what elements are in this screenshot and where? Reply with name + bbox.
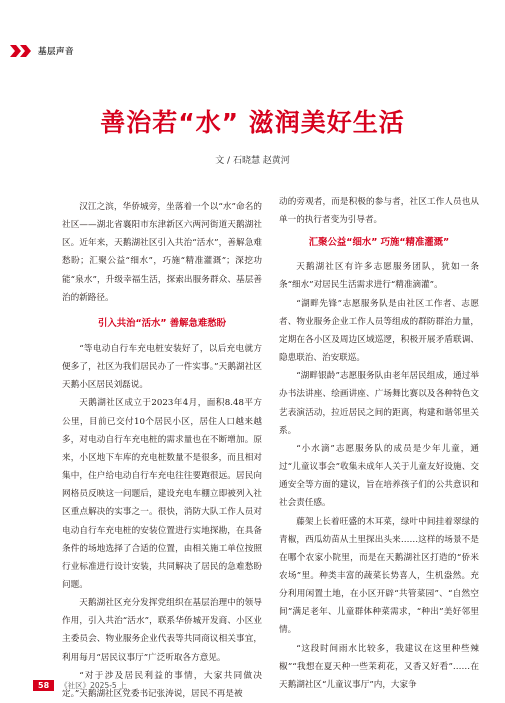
page-number: 58 [33,680,54,691]
right-paragraph: “这段时间雨水比较多，我建议在这里种些辣椒”“我想在夏天种一些茉莉花，又香又好看”……在天鹅湖社区“儿童议事厅”内，大家争 [279,643,479,690]
left-paragraph: 汉江之滨，华侨城旁，坐落着一个以“水”命名的社区——湖北省襄阳市东津新区六两河街道天鹅湖社区。近年来，天鹅湖社区引入共治“活水”，善解急难愁盼；汇聚公益“细水”，巧施“精准灌溉”；深挖功能“泉水”，升级幸福生活，探索出服务群众、基层善治的新路径。 [62,202,262,303]
left-paragraph: “对于涉及居民利益的事情，大家共同做决定。”天鹅湖社区党委书记张涛说，居民不再是被 [62,670,262,699]
section-label: 基层声音 [38,47,75,57]
right-paragraph: “小水滴”志愿服务队的成员是少年儿童，通过“儿童议事会”收集未成年人关于儿童友好设施、交通安全等方面的建议，旨在培养孩子们的公共意识和社会责任感。 [279,443,479,509]
right-paragraph: 藤架上长着旺盛的木耳菜，绿叶中间挂着翠绿的青椒，西瓜幼苗从土里探出头来……这样的场景不是在哪个农家小院里，而是在天鹅湖社区打造的“侨米农场”里。种类丰富的蔬菜长势喜人，生机盎然。充分利用闲置土地，在小区开辟“共管菜园”、“自然空间”满足老年、儿童群体种菜需求，“种出”美好邻里情。 [279,516,479,636]
section-header [10,45,74,57]
magazine-issue: 《社区》2025-5 上 [60,681,127,690]
right-paragraph: 天鹅湖社区有许多志愿服务团队，犹如一条条“细水”对居民生活需求进行“精准滴灌”。 [279,262,479,291]
left-column [62,198,262,703]
right-paragraph: “湖畔银龄”志愿服务队由老年居民组成，通过举办书法讲座、绘画讲座、广场舞比赛以及各种特色文艺表演活动，拉近居民之间的距离，构建和谐邻里关系。 [279,371,479,436]
left-paragraph: “等电动自行车充电桩安装好了，以后充电就方便多了，社区为我们居民办了一件实事。”天鹅湖社区天鹅小区居民刘磊说。 [62,343,262,391]
article-byline: 文 / 石晓慧 赵黄河 [215,156,290,166]
right-subheading: 汇聚公益“细水” 巧施“精准灌溉” [308,237,450,249]
left-paragraph: 天鹅湖社区充分发挥党组织在基层治理中的领导作用，引入共治“活水”，联系华侨城开发商、小区业主委员会、物业服务企业代表等共同商议相关事宜，利用每月“居民议事厅”广泛听取各方意见。 [62,598,262,663]
right-column [279,193,479,694]
double-chevron-icon [10,45,32,57]
right-paragraph: “湖畔先锋”志愿服务队是由社区工作者、志愿者、物业服务企业工作人员等组成的群防群治力量，定期在各小区及周边区域巡逻，积极开展矛盾联调、隐患联治、治安联巡。 [279,298,479,364]
article-title: 善治若“水” 滋润美好生活 [100,108,405,137]
page-footer [33,680,127,691]
left-subheading: 引入共治“活水” 善解急难愁盼 [97,317,227,329]
right-paragraph: 动的旁观者，而是积极的参与者，社区工作人员也从单一的执行者变为引导者。 [279,197,479,226]
left-paragraph: 天鹅湖社区成立于2023年4月，面积8.48平方公里，目前已交付10个居民小区，居住人口越来越多，对电动自行车充电桩的需求量也在不断增加。原来，小区地下车库的充电桩数量不是很多，而且相对集中，住户给电动自行车充电往往要跑很远。居民向网格员反映这一问题后，建设充电车棚立即被列入社区重点解决的实事之一。很快，消防大队工作人员对电动自行车充电桩的安装位置进行实地探勘，在具备条件的场地选择了合适的位置，由相关施工单位按照行业标准进行设计安装，共同解决了居民的急难愁盼问题。 [62,398,262,590]
